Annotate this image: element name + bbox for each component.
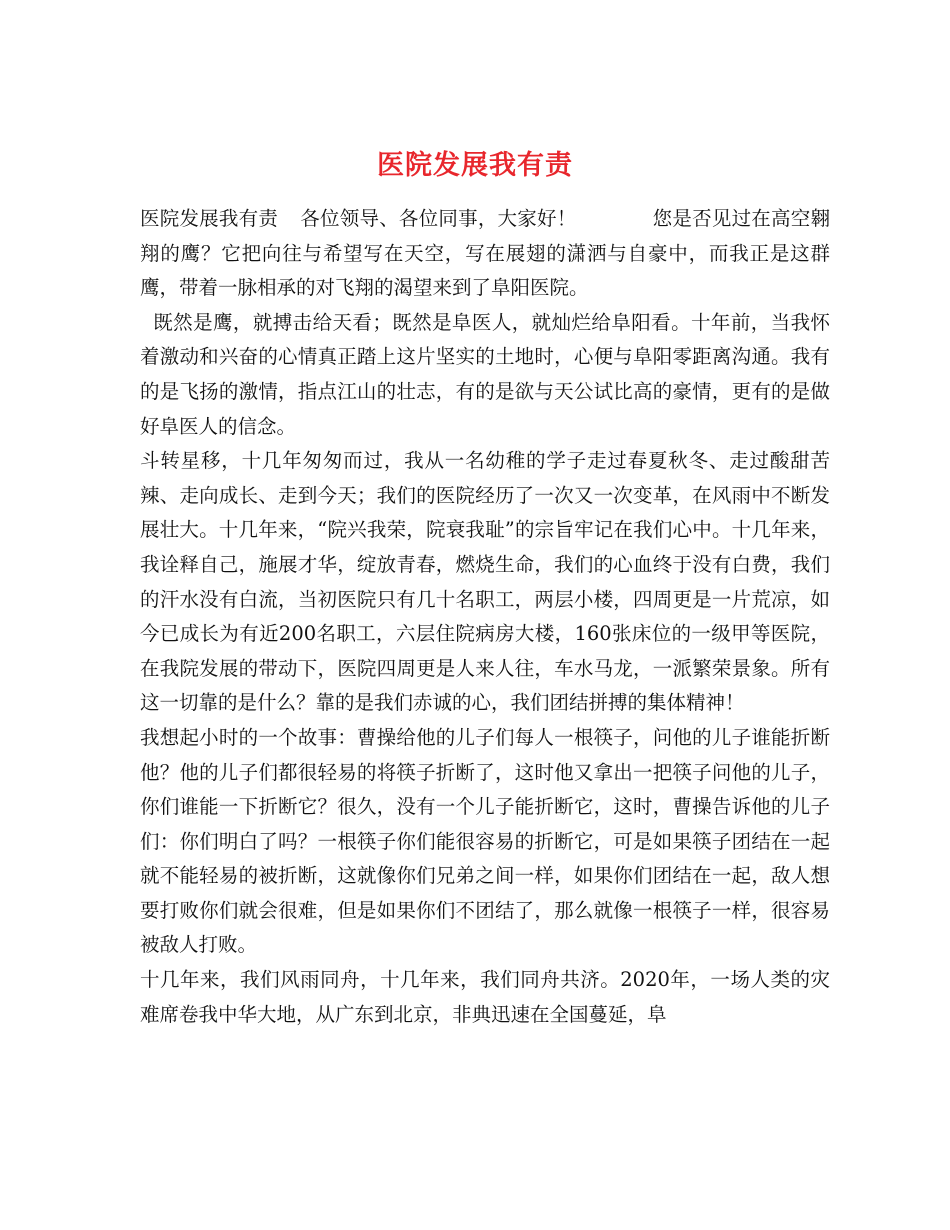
body-paragraph: 十几年来，我们风雨同舟，十几年来，我们同舟共济。2020年，一场人类的灾难席卷我中华大地，从广东到北京，非典迅速在全国蔓延，阜 [140,968,830,1026]
intro-paragraph [140,202,830,306]
greeting: 各位领导、各位同事，大家好！ [300,207,577,230]
document-body [140,202,830,1032]
intro-heading: 医院发展我有责 [140,207,279,230]
document-title: 医院发展我有责 [377,150,573,182]
body-paragraph: 我想起小时的一个故事：曹操给他的儿子们每人一根筷子，问他的儿子谁能折断他？他的儿子们都很轻易的将筷子折断了，这时他又拿出一把筷子问他的儿子，你们谁能一下折断它？很久，没有一个儿子能折断它，这时，曹操告诉他的儿子们：你们明白了吗？一根筷子你们能很容易的折断它，可是如果筷子团结在一起就不能轻易的被折断，这就像你们兄弟之间一样，如果你们团结在一起，敌人想要打败你们就会很难，但是如果你们不团结了，那么就像一根筷子一样，很容易被敌人打败。 [140,725,830,957]
opening-text: 您是否见过在高空翱翔的鹰？它把向往与希望写在天空，写在展翅的潇洒与自豪中，而我正是这群鹰，带着一脉相承的对飞翔的渴望来到了阜阳医院。 [140,207,830,300]
body-paragraph: 斗转星移，十几年匆匆而过，我从一名幼稚的学子走过春夏秋冬、走过酸甜苦辣、走向成长、走到今天；我们的医院经历了一次又一次变革，在风雨中不断发展壮大。十几年来，“院兴我荣，院衰我耻”的宗旨牢记在我们心中。十几年来，我诠释自己，施展才华，绽放青春，燃烧生命，我们的心血终于没有白费，我们的汗水没有白流，当初医院只有几十名职工，两层小楼，四周更是一片荒凉，如今已成长为有近200名职工，六层住院病房大楼，160张床位的一级甲等医院，在我院发展的带动下，医院四周更是人来人往，车水马龙，一派繁荣景象。所有这一切靠的是什么？靠的是我们赤诚的心，我们团结拼搏的集体精神！ [140,449,830,715]
body-paragraph: 既然是鹰，就搏击给天看；既然是阜医人，就灿烂给阜阳看。十年前，当我怀着激动和兴奋的心情真正踏上这片坚实的土地时，心便与阜阳零距离沟通。我有的是飞扬的激情，指点江山的壮志，有的是欲与天公试比高的豪情，更有的是做好阜医人的信念。 [140,310,830,438]
